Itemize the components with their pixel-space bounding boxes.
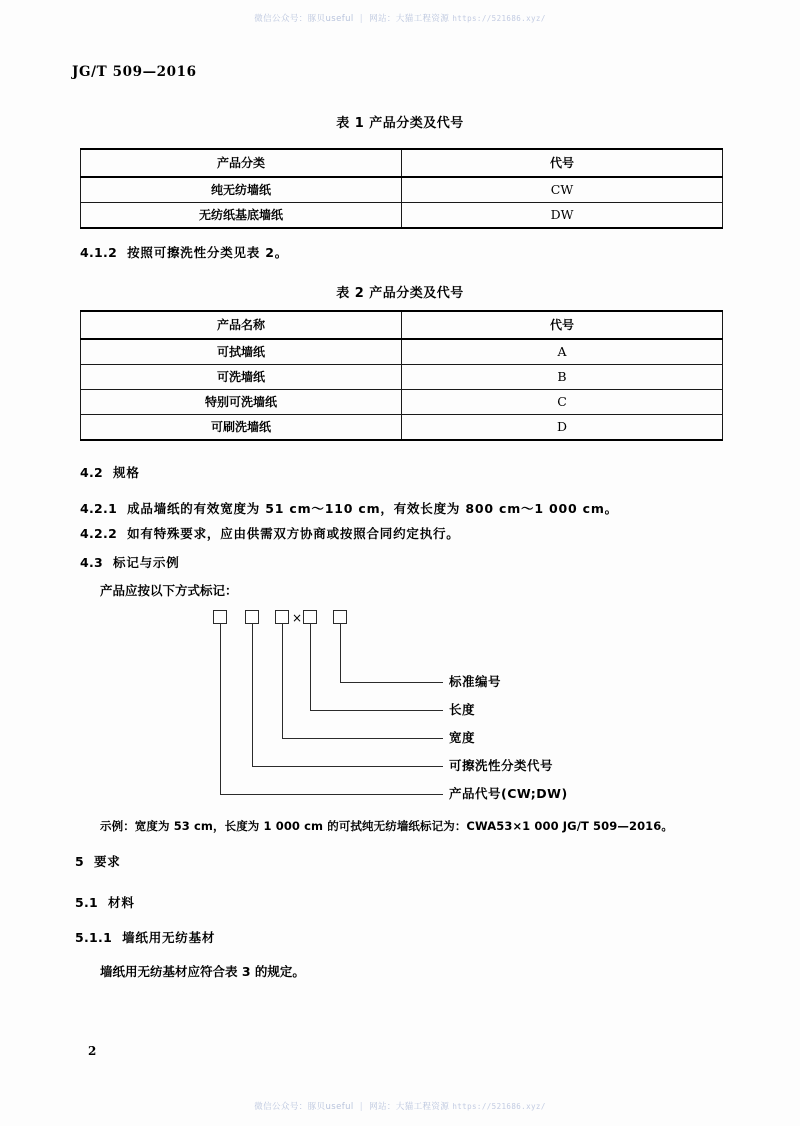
marking-box-width	[275, 610, 289, 624]
table1-cell-code: CW	[402, 177, 723, 203]
leader-hline-product-code	[220, 794, 443, 795]
watermark-top	[0, 12, 800, 24]
watermark-wechat: 微信公众号：豚贝useful	[254, 1102, 354, 1112]
clause-4-3	[80, 554, 180, 572]
table1	[80, 148, 723, 229]
marking-box-product-code	[213, 610, 227, 624]
leader-hline-width	[282, 738, 443, 739]
table1-header-category: 产品分类	[81, 149, 402, 177]
table1-header-code: 代号	[402, 149, 723, 177]
leader-hline-washability	[252, 766, 443, 767]
clause-5-1-1-title: 墙纸用无纺基材	[122, 930, 216, 945]
table2-cell-code: B	[402, 365, 723, 390]
table2-cell-name: 可洗墙纸	[81, 365, 402, 390]
clause-4-2-title: 规格	[113, 465, 140, 480]
watermark-site: 网站：大猫工程资源	[369, 14, 450, 24]
table1-cell-category: 无纺纸基底墙纸	[81, 203, 402, 229]
marking-example: 示例：宽度为 53 cm，长度为 1 000 cm 的可拭纯无纺墙纸标记为：CWA53×1 000 JG/T 509—2016。	[100, 819, 673, 833]
marking-label-standard-number: 标准编号	[449, 674, 502, 689]
clause-4-1-2	[80, 244, 288, 262]
table2-header-code: 代号	[402, 311, 723, 339]
table1-header-row	[81, 149, 723, 177]
leader-hline-length	[310, 710, 443, 711]
table-row	[81, 390, 723, 415]
marking-box-standard-number	[333, 610, 347, 624]
table2-header-row	[81, 311, 723, 339]
marking-box-washability-code	[245, 610, 259, 624]
table2-cell-code: A	[402, 339, 723, 365]
leader-vline-width	[282, 624, 283, 738]
leader-vline-standard-number	[340, 624, 341, 682]
table2-header-name: 产品名称	[81, 311, 402, 339]
clause-5-1	[75, 894, 135, 912]
table2-title: 表 2 产品分类及代号	[336, 286, 464, 301]
table-row	[81, 203, 723, 229]
table2-cell-code: C	[402, 390, 723, 415]
watermark-separator: |	[359, 14, 364, 24]
page-number: 2	[88, 1044, 97, 1058]
table2-cell-code: D	[402, 415, 723, 441]
clause-4-2-1-number: 4.2.1	[80, 501, 118, 516]
table-row	[81, 365, 723, 390]
watermark-site: 网站：大猫工程资源	[369, 1102, 450, 1112]
marking-diagram	[80, 596, 720, 821]
clause-4-2-2-text: 如有特殊要求，应由供需双方协商或按照合同约定执行。	[127, 526, 460, 541]
clause-4-3-title: 标记与示例	[113, 555, 180, 570]
table1-cell-category: 纯无纺墙纸	[81, 177, 402, 203]
multiply-symbol: ×	[292, 611, 303, 625]
marking-label-product-code: 产品代号(CW;DW)	[449, 786, 568, 801]
clause-5-1-1	[75, 929, 215, 947]
clause-5-1-title: 材料	[108, 895, 135, 910]
marking-label-washability-code: 可擦洗性分类代号	[449, 758, 554, 773]
table-row	[81, 177, 723, 203]
table2	[80, 310, 723, 441]
clause-4-2-2-number: 4.2.2	[80, 526, 118, 541]
clause-4-2-number: 4.2	[80, 465, 104, 480]
table1-title: 表 1 产品分类及代号	[336, 116, 464, 131]
clause-5	[75, 853, 121, 871]
leader-vline-length	[310, 624, 311, 710]
watermark-bottom	[0, 1100, 800, 1112]
clause-4-1-2-number: 4.1.2	[80, 245, 118, 260]
clause-4-2-2	[80, 525, 460, 543]
table2-cell-name: 可拭墙纸	[81, 339, 402, 365]
table-row	[81, 415, 723, 441]
clause-4-2	[80, 464, 140, 482]
table2-cell-name: 特别可洗墙纸	[81, 390, 402, 415]
table1-cell-code: DW	[402, 203, 723, 229]
watermark-separator: |	[359, 1102, 364, 1112]
standard-number-header: JG/T 509—2016	[72, 64, 197, 80]
watermark-url: https://521686.xyz/	[452, 1102, 546, 1111]
watermark-wechat: 微信公众号：豚贝useful	[254, 14, 354, 24]
clause-4-1-2-text: 按照可擦洗性分类见表 2。	[127, 245, 289, 260]
watermark-url: https://521686.xyz/	[452, 14, 546, 23]
leader-vline-washability	[252, 624, 253, 766]
table-row	[81, 339, 723, 365]
marking-label-width: 宽度	[449, 730, 476, 745]
clause-5-title: 要求	[94, 854, 121, 869]
leader-vline-product-code	[220, 624, 221, 794]
clause-5-1-number: 5.1	[75, 895, 99, 910]
clause-5-1-1-text: 墙纸用无纺基材应符合表 3 的规定。	[100, 964, 305, 979]
table2-cell-name: 可刷洗墙纸	[81, 415, 402, 441]
clause-5-1-1-number: 5.1.1	[75, 930, 113, 945]
clause-4-3-intro: 产品应按以下方式标记：	[100, 583, 238, 598]
marking-box-length	[303, 610, 317, 624]
leader-hline-standard-number	[340, 682, 443, 683]
clause-4-2-1	[80, 500, 618, 518]
marking-label-length: 长度	[449, 702, 476, 717]
clause-4-3-number: 4.3	[80, 555, 104, 570]
clause-5-number: 5	[75, 854, 84, 869]
clause-4-2-1-text: 成品墙纸的有效宽度为 51 cm～110 cm，有效长度为 800 cm～1 000 cm。	[127, 501, 618, 516]
